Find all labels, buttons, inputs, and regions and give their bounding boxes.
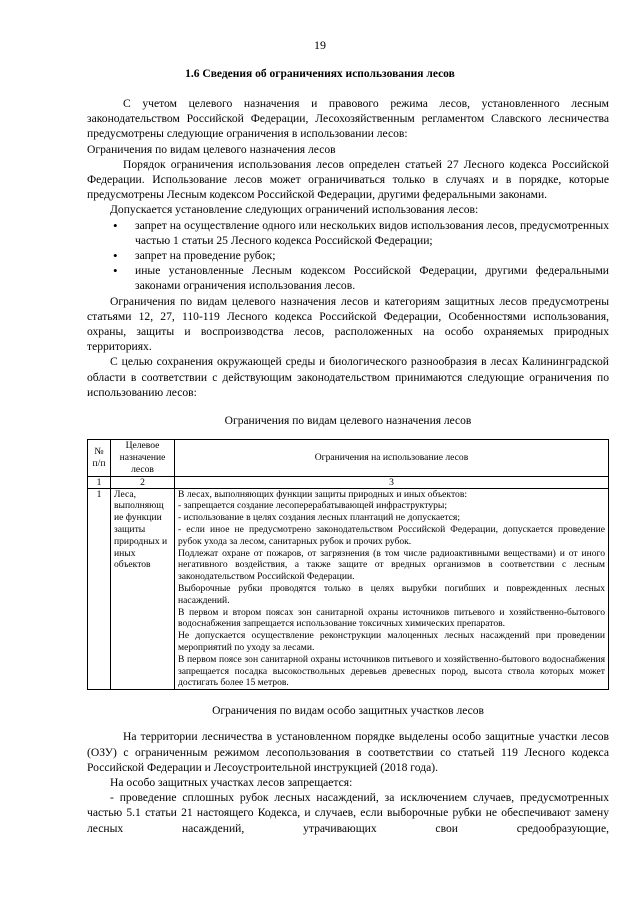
restriction-line: - если иное не предусмотрено законодательством Российской Федерации, допускается проведение рубок ухода за лесом, санитарных рубок и прочих рубок. — [178, 524, 605, 547]
table-header-row — [88, 440, 609, 476]
restriction-line: - использование в целях создания лесных плантаций не допускается; — [178, 512, 461, 524]
restriction-line: Выборочные рубки проводятся только в целях вырубки погибших и поврежденных лесных насаждений. — [178, 583, 605, 606]
intro-paragraph: С учетом целевого назначения и правового режима лесов, установленного лесным законодательством Российской Федерации, Лесохозяйственным регламентом Славского лесничества предусмотрены следующие ограничения в использовании лесов: — [87, 97, 609, 141]
restriction-line: В лесах, выполняющих функции защиты природных и иных объектов: — [178, 488, 468, 500]
header-restrictions: Ограничения на использование лесов — [175, 440, 609, 476]
ozu-forbidden-intro: На особо защитных участках лесов запрещается: — [110, 776, 353, 790]
restriction-line: - запрещается создание лесоперерабатывающей инфраструктуры; — [178, 500, 447, 512]
row-purpose: Леса, выполняющ ие функции защиты природных и иных объектов — [111, 488, 175, 690]
subheading-protective-areas: Ограничения по видам особо защитных участков лесов — [212, 705, 484, 718]
restriction-bullets — [87, 218, 609, 294]
restriction-line: В первом поясе зон санитарной охраны источников питьевого и хозяйственно-бытового водоснабжения запрещается посадка высокоствольных деревьев древесных пород, высота ствола которых может достигать более 15 метров. — [178, 653, 605, 689]
page-number: 19 — [314, 38, 326, 52]
column-number: 1 — [88, 476, 111, 488]
categories-paragraph: Ограничения по видам целевого назначения лесов и категориям защитных лесов предусмотрены статьями 12, 27, 110-119 Лесного кодекса Российской Федерации, Особенностями использования, охраны, защиты и воспроизводства лесов, расположенных на особо охраняемых природных территориях. — [87, 294, 609, 354]
table-column-numbers-row — [88, 476, 609, 488]
row-number: 1 — [88, 488, 111, 690]
restrictions-table — [87, 439, 609, 690]
order-paragraph: Порядок ограничения использования лесов определен статьей 27 Лесного кодекса Российской Федерации. Использование лесов может ограничиваться только в случаях и в порядке, которые предусмотрены Лесным кодексом Российской Федерации, другими федеральными законами. — [87, 157, 609, 202]
table-row — [88, 488, 609, 690]
header-number: № п/п — [88, 440, 111, 476]
bullet-item: • запрет на проведение рубок; — [135, 248, 609, 263]
bullet-item: • иные установленные Лесным кодексом Российской Федерации, другими федеральными законами ограничения использования лесов. — [135, 263, 609, 293]
restriction-line: Подлежат охране от пожаров, от загрязнения (в том числе радиоактивными веществами) и от иного негативного воздействия, а также защите от вредных организмов в соответствии с лесным законодательством Российской Федерации. — [178, 547, 605, 583]
section-heading: 1.6 Сведения об ограничениях использования лесов — [185, 68, 455, 80]
allowed-intro: Допускается установление следующих ограничений использования лесов: — [110, 203, 479, 217]
row-restrictions — [175, 488, 609, 690]
column-number: 3 — [175, 476, 609, 488]
document-body — [87, 96, 609, 836]
purpose-paragraph: С целью сохранения окружающей среды и биологического разнообразия в лесах Калининградской области в соответствии с действующим законодательством принимаются следующие ограничения по использованию лесов: — [87, 355, 609, 399]
column-number: 2 — [111, 476, 175, 488]
restriction-line: Не допускается осуществление реконструкции малоценных лесных насаждений при проведении мероприятий по уходу за лесами. — [178, 630, 605, 654]
subheading-target-purpose: Ограничения по видам целевого назначения лесов — [87, 142, 336, 156]
ozu-paragraph: На территории лесничества в установленном порядке выделены особо защитные участки лесов (ОЗУ) с ограниченным режимом лесопользования в соответствии со статьей 119 Лесного кодекса Российской Федерации и Лесоустроительной инструкцией (2018 года). — [87, 730, 609, 774]
restriction-line: В первом и втором поясах зон санитарной охраны источников питьевого и хозяйственно-бытового водоснабжения запрещается использование токсичных химических препаратов. — [178, 606, 605, 630]
bullet-item: • запрет на осуществление одного или нескольких видов использования лесов, предусмотренных частью 1 статьи 25 Лесного кодекса Российской Федерации; — [135, 218, 609, 248]
ozu-item: - проведение сплошных рубок лесных насаждений, за исключением случаев, предусмотренных частью 5.1 статьи 21 настоящего Кодекса, и случаев, если выборочные рубки не обеспечивают замену лесных насаждений, утрачивающих свои средообразующие, — [87, 791, 609, 835]
header-purpose: Целевое назначение лесов — [111, 440, 175, 476]
table-caption: Ограничения по видам целевого назначения лесов — [224, 415, 472, 428]
